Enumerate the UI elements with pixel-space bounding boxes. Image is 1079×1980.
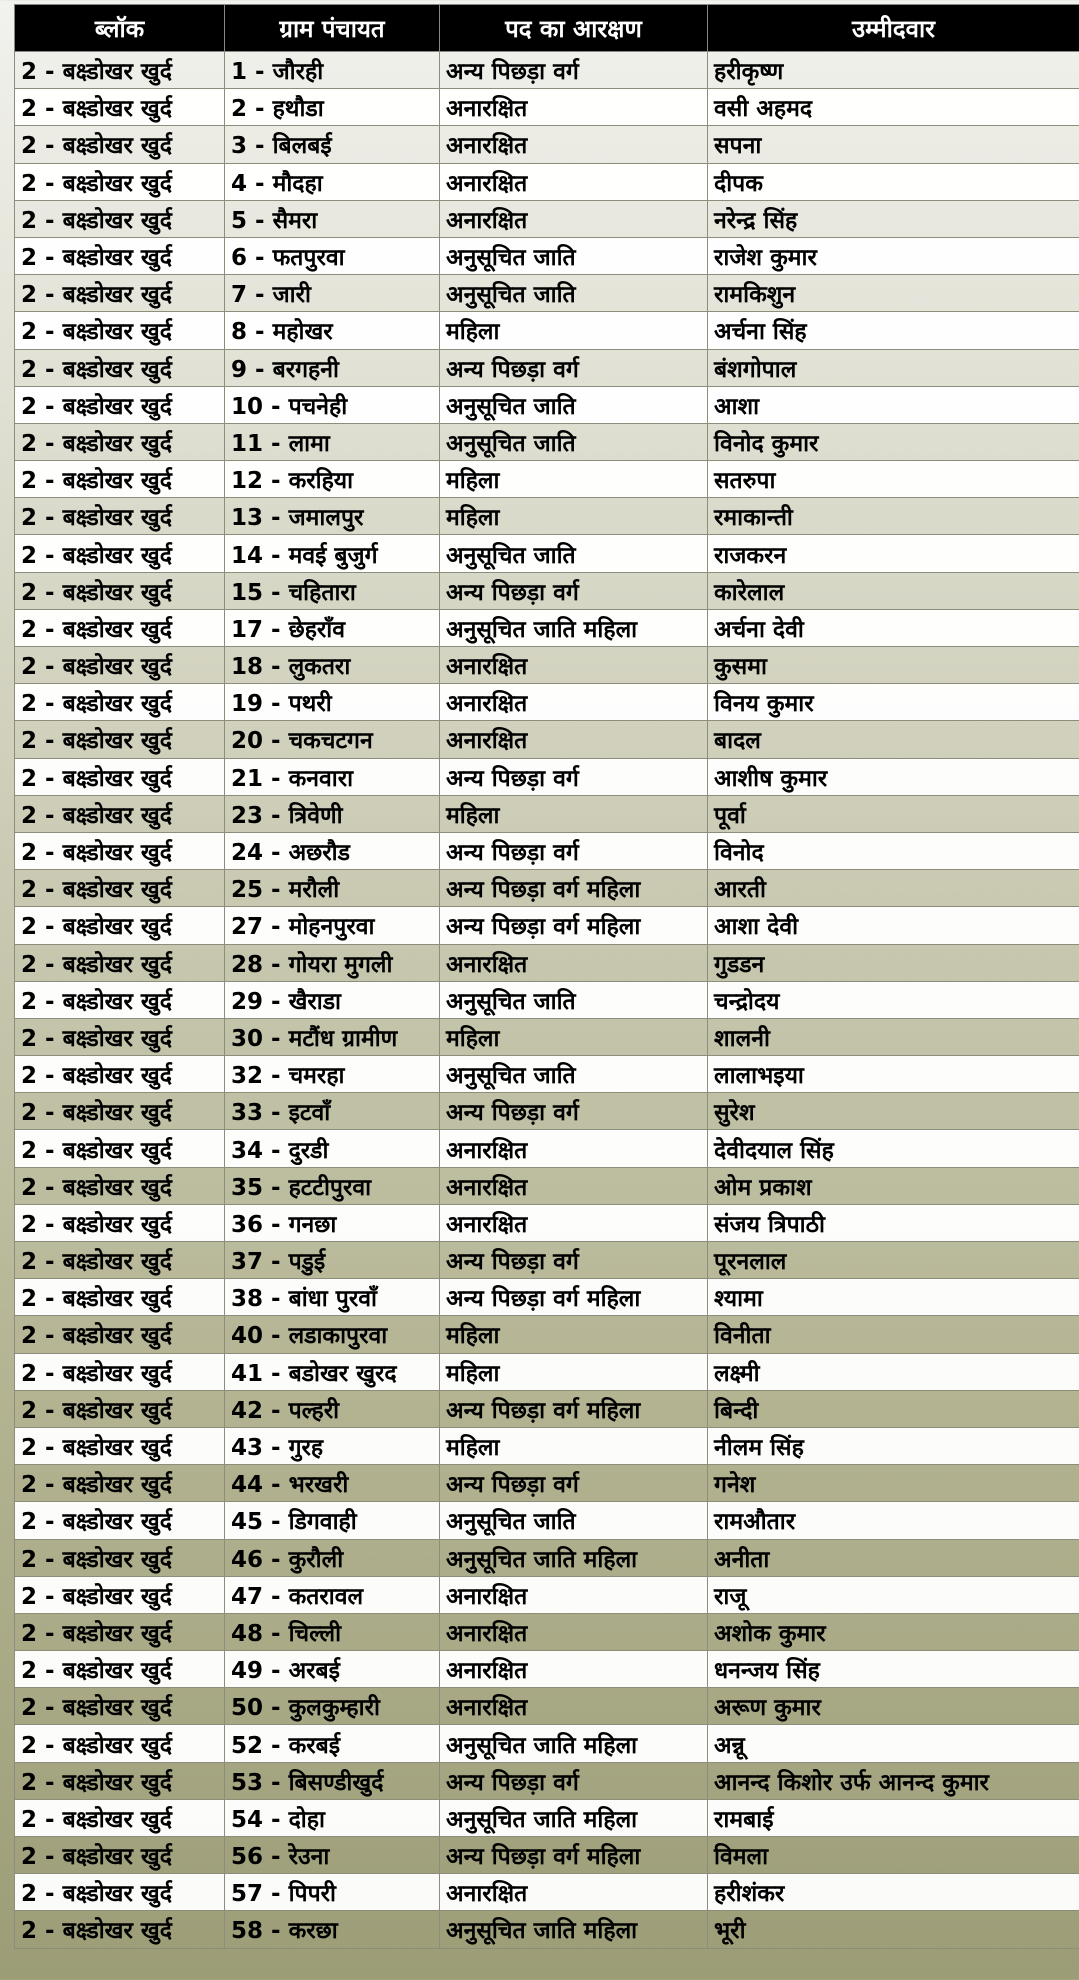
cell-reservation: अन्य पिछड़ा वर्ग xyxy=(440,1762,708,1799)
cell-candidate: लक्ष्मी xyxy=(708,1353,1079,1390)
cell-block: 2 - बक्ष्डोखर खुर्द xyxy=(15,1874,225,1911)
header-block: ब्लॉक xyxy=(15,5,225,52)
cell-block: 2 - बक्ष्डोखर खुर्द xyxy=(15,349,225,386)
cell-reservation: अनुसूचित जाति xyxy=(440,981,708,1018)
cell-gram-panchayat: 52 - करबई xyxy=(225,1725,440,1762)
cell-block: 2 - बक्ष्डोखर खुर्द xyxy=(15,1613,225,1650)
cell-gram-panchayat: 10 - पचनेही xyxy=(225,386,440,423)
cell-block: 2 - बक्ष्डोखर खुर्द xyxy=(15,1539,225,1576)
cell-block: 2 - बक्ष्डोखर खुर्द xyxy=(15,1279,225,1316)
cell-block: 2 - बक्ष्डोखर खुर्द xyxy=(15,1316,225,1353)
cell-gram-panchayat: 38 - बांधा पुरवाँ xyxy=(225,1279,440,1316)
cell-gram-panchayat: 44 - भरखरी xyxy=(225,1465,440,1502)
table-row xyxy=(15,1799,1079,1836)
cell-candidate: नरेन्द्र सिंह xyxy=(708,200,1079,237)
table-row xyxy=(15,1242,1079,1279)
cell-block: 2 - बक्ष्डोखर खुर्द xyxy=(15,237,225,274)
table-row xyxy=(15,461,1079,498)
table-row xyxy=(15,1911,1079,1948)
cell-gram-panchayat: 18 - लुकतरा xyxy=(225,647,440,684)
cell-candidate: राजू xyxy=(708,1576,1079,1613)
cell-reservation: अन्य पिछड़ा वर्ग महिला xyxy=(440,870,708,907)
cell-candidate: विनीता xyxy=(708,1316,1079,1353)
cell-reservation: अन्य पिछड़ा वर्ग xyxy=(440,1465,708,1502)
cell-candidate: आशा xyxy=(708,386,1079,423)
table-row xyxy=(15,1874,1079,1911)
cell-reservation: अन्य पिछड़ा वर्ग xyxy=(440,349,708,386)
cell-candidate: रामऔतार xyxy=(708,1502,1079,1539)
cell-block: 2 - बक्ष्डोखर खुर्द xyxy=(15,1056,225,1093)
table-row xyxy=(15,1502,1079,1539)
candidate-table xyxy=(14,4,1079,1949)
table-row xyxy=(15,647,1079,684)
cell-reservation: अन्य पिछड़ा वर्ग xyxy=(440,758,708,795)
cell-gram-panchayat: 17 - छेहराँव xyxy=(225,609,440,646)
cell-reservation: अनुसूचित जाति महिला xyxy=(440,609,708,646)
cell-block: 2 - बक्ष्डोखर खुर्द xyxy=(15,498,225,535)
cell-candidate: रामबाई xyxy=(708,1799,1079,1836)
cell-block: 2 - बक्ष्डोखर खुर्द xyxy=(15,89,225,126)
cell-candidate: सुरेश xyxy=(708,1093,1079,1130)
cell-block: 2 - बक्ष्डोखर खुर्द xyxy=(15,1465,225,1502)
cell-gram-panchayat: 7 - जारी xyxy=(225,275,440,312)
cell-block: 2 - बक्ष्डोखर खुर्द xyxy=(15,1837,225,1874)
cell-candidate: अशोक कुमार xyxy=(708,1613,1079,1650)
cell-candidate: हरीकृष्ण xyxy=(708,52,1079,89)
cell-candidate: ओम प्रकाश xyxy=(708,1167,1079,1204)
table-row xyxy=(15,870,1079,907)
cell-block: 2 - बक्ष्डोखर खुर्द xyxy=(15,1204,225,1241)
table-row xyxy=(15,349,1079,386)
cell-candidate: आनन्द किशोर उर्फ आनन्द कुमार xyxy=(708,1762,1079,1799)
header-row xyxy=(15,5,1079,52)
table-row xyxy=(15,1167,1079,1204)
table-row xyxy=(15,758,1079,795)
cell-block: 2 - बक्ष्डोखर खुर्द xyxy=(15,535,225,572)
cell-reservation: अनारक्षित xyxy=(440,944,708,981)
cell-block: 2 - बक्ष्डोखर खुर्द xyxy=(15,126,225,163)
cell-candidate: शालनी xyxy=(708,1018,1079,1055)
cell-candidate: दीपक xyxy=(708,163,1079,200)
table-row xyxy=(15,498,1079,535)
table-row xyxy=(15,200,1079,237)
header-candidate: उम्मीदवार xyxy=(708,5,1079,52)
cell-block: 2 - बक्ष्डोखर खुर्द xyxy=(15,1242,225,1279)
cell-gram-panchayat: 50 - कुलकुम्हारी xyxy=(225,1688,440,1725)
table-row xyxy=(15,1427,1079,1464)
cell-candidate: कुसमा xyxy=(708,647,1079,684)
cell-candidate: पूरनलाल xyxy=(708,1242,1079,1279)
table-row xyxy=(15,1651,1079,1688)
cell-candidate: विनय कुमार xyxy=(708,684,1079,721)
table-row xyxy=(15,721,1079,758)
cell-candidate: हरीशंकर xyxy=(708,1874,1079,1911)
cell-block: 2 - बक्ष्डोखर खुर्द xyxy=(15,1018,225,1055)
cell-reservation: अनारक्षित xyxy=(440,1613,708,1650)
cell-block: 2 - बक्ष्डोखर खुर्द xyxy=(15,684,225,721)
cell-block: 2 - बक्ष्डोखर खुर्द xyxy=(15,944,225,981)
cell-block: 2 - बक्ष्डोखर खुर्द xyxy=(15,163,225,200)
cell-reservation: अनुसूचित जाति महिला xyxy=(440,1539,708,1576)
cell-candidate: वसी अहमद xyxy=(708,89,1079,126)
table-row xyxy=(15,572,1079,609)
cell-candidate: संजय त्रिपाठी xyxy=(708,1204,1079,1241)
cell-candidate: अर्चना सिंह xyxy=(708,312,1079,349)
cell-candidate: धनन्जय सिंह xyxy=(708,1651,1079,1688)
table-row xyxy=(15,1539,1079,1576)
cell-reservation: अन्य पिछड़ा वर्ग महिला xyxy=(440,1837,708,1874)
cell-block: 2 - बक्ष्डोखर खुर्द xyxy=(15,832,225,869)
cell-reservation: अन्य पिछड़ा वर्ग xyxy=(440,52,708,89)
table-row xyxy=(15,1390,1079,1427)
header-gram-panchayat: ग्राम पंचायत xyxy=(225,5,440,52)
table-row xyxy=(15,386,1079,423)
cell-candidate: विनोद xyxy=(708,832,1079,869)
cell-reservation: अनुसूचित जाति महिला xyxy=(440,1725,708,1762)
cell-reservation: अनारक्षित xyxy=(440,89,708,126)
cell-gram-panchayat: 21 - कनवारा xyxy=(225,758,440,795)
cell-block: 2 - बक्ष्डोखर खुर्द xyxy=(15,609,225,646)
table-row xyxy=(15,1056,1079,1093)
cell-candidate: विमला xyxy=(708,1837,1079,1874)
cell-candidate: कारेलाल xyxy=(708,572,1079,609)
cell-block: 2 - बक्ष्डोखर खुर्द xyxy=(15,1390,225,1427)
cell-reservation: महिला xyxy=(440,498,708,535)
cell-reservation: अनारक्षित xyxy=(440,1204,708,1241)
cell-gram-panchayat: 45 - डिगवाही xyxy=(225,1502,440,1539)
cell-reservation: अन्य पिछड़ा वर्ग महिला xyxy=(440,1279,708,1316)
table-row xyxy=(15,237,1079,274)
cell-block: 2 - बक्ष्डोखर खुर्द xyxy=(15,1427,225,1464)
cell-block: 2 - बक्ष्डोखर खुर्द xyxy=(15,275,225,312)
cell-candidate: बंशगोपाल xyxy=(708,349,1079,386)
table-row xyxy=(15,1018,1079,1055)
cell-candidate: नीलम सिंह xyxy=(708,1427,1079,1464)
cell-candidate: पूर्वा xyxy=(708,795,1079,832)
cell-block: 2 - बक्ष्डोखर खुर्द xyxy=(15,1799,225,1836)
cell-block: 2 - बक्ष्डोखर खुर्द xyxy=(15,461,225,498)
table-row xyxy=(15,126,1079,163)
cell-reservation: महिला xyxy=(440,1353,708,1390)
cell-candidate: रामकिशुन xyxy=(708,275,1079,312)
table-row xyxy=(15,89,1079,126)
cell-block: 2 - बक्ष्डोखर खुर्द xyxy=(15,1353,225,1390)
cell-gram-panchayat: 8 - महोखर xyxy=(225,312,440,349)
table-row xyxy=(15,1613,1079,1650)
cell-gram-panchayat: 32 - चमरहा xyxy=(225,1056,440,1093)
cell-block: 2 - बक्ष्डोखर खुर्द xyxy=(15,1651,225,1688)
cell-block: 2 - बक्ष्डोखर खुर्द xyxy=(15,981,225,1018)
cell-candidate: अनीता xyxy=(708,1539,1079,1576)
cell-gram-panchayat: 35 - हटटीपुरवा xyxy=(225,1167,440,1204)
table-row xyxy=(15,423,1079,460)
cell-candidate: राजेश कुमार xyxy=(708,237,1079,274)
cell-reservation: अनारक्षित xyxy=(440,1688,708,1725)
cell-reservation: अनारक्षित xyxy=(440,721,708,758)
table-row xyxy=(15,535,1079,572)
cell-block: 2 - बक्ष्डोखर खुर्द xyxy=(15,312,225,349)
cell-gram-panchayat: 43 - गुरह xyxy=(225,1427,440,1464)
cell-gram-panchayat: 15 - चहितारा xyxy=(225,572,440,609)
cell-gram-panchayat: 27 - मोहनपुरवा xyxy=(225,907,440,944)
cell-gram-panchayat: 2 - हथौडा xyxy=(225,89,440,126)
cell-reservation: अनुसूचित जाति महिला xyxy=(440,1911,708,1948)
cell-reservation: अनारक्षित xyxy=(440,647,708,684)
table-row xyxy=(15,1688,1079,1725)
cell-gram-panchayat: 47 - कतरावल xyxy=(225,1576,440,1613)
table-row xyxy=(15,1353,1079,1390)
cell-block: 2 - बक्ष्डोखर खुर्द xyxy=(15,1688,225,1725)
cell-reservation: अन्य पिछड़ा वर्ग xyxy=(440,1093,708,1130)
cell-reservation: अनुसूचित जाति xyxy=(440,386,708,423)
cell-reservation: अनारक्षित xyxy=(440,200,708,237)
cell-gram-panchayat: 49 - अरबई xyxy=(225,1651,440,1688)
cell-gram-panchayat: 28 - गोयरा मुगली xyxy=(225,944,440,981)
cell-candidate: आरती xyxy=(708,870,1079,907)
cell-reservation: अन्य पिछड़ा वर्ग xyxy=(440,1242,708,1279)
cell-reservation: महिला xyxy=(440,1018,708,1055)
table-row xyxy=(15,609,1079,646)
cell-gram-panchayat: 1 - जौरही xyxy=(225,52,440,89)
table-row xyxy=(15,832,1079,869)
cell-gram-panchayat: 57 - पिपरी xyxy=(225,1874,440,1911)
cell-candidate: देवीदयाल सिंह xyxy=(708,1130,1079,1167)
cell-gram-panchayat: 11 - लामा xyxy=(225,423,440,460)
cell-block: 2 - बक्ष्डोखर खुर्द xyxy=(15,386,225,423)
table-row xyxy=(15,52,1079,89)
cell-reservation: अनुसूचित जाति महिला xyxy=(440,1799,708,1836)
cell-block: 2 - बक्ष्डोखर खुर्द xyxy=(15,1130,225,1167)
cell-block: 2 - बक्ष्डोखर खुर्द xyxy=(15,200,225,237)
cell-reservation: अनारक्षित xyxy=(440,1576,708,1613)
cell-candidate: रमाकान्ती xyxy=(708,498,1079,535)
cell-reservation: महिला xyxy=(440,795,708,832)
cell-block: 2 - बक्ष्डोखर खुर्द xyxy=(15,1725,225,1762)
table-row xyxy=(15,275,1079,312)
cell-reservation: अन्य पिछड़ा वर्ग xyxy=(440,572,708,609)
cell-gram-panchayat: 5 - सैमरा xyxy=(225,200,440,237)
cell-candidate: श्यामा xyxy=(708,1279,1079,1316)
cell-block: 2 - बक्ष्डोखर खुर्द xyxy=(15,1576,225,1613)
cell-gram-panchayat: 6 - फतपुरवा xyxy=(225,237,440,274)
cell-reservation: महिला xyxy=(440,1316,708,1353)
table-row xyxy=(15,795,1079,832)
cell-block: 2 - बक्ष्डोखर खुर्द xyxy=(15,1167,225,1204)
cell-block: 2 - बक्ष्डोखर खुर्द xyxy=(15,721,225,758)
cell-candidate: गनेश xyxy=(708,1465,1079,1502)
cell-reservation: अनुसूचित जाति xyxy=(440,423,708,460)
cell-gram-panchayat: 58 - करछा xyxy=(225,1911,440,1948)
cell-gram-panchayat: 41 - बडोखर खुरद xyxy=(225,1353,440,1390)
cell-reservation: अन्य पिछड़ा वर्ग महिला xyxy=(440,1390,708,1427)
cell-gram-panchayat: 42 - पल्हरी xyxy=(225,1390,440,1427)
cell-block: 2 - बक्ष्डोखर खुर्द xyxy=(15,795,225,832)
cell-candidate: विनोद कुमार xyxy=(708,423,1079,460)
cell-reservation: अनारक्षित xyxy=(440,684,708,721)
cell-reservation: अनारक्षित xyxy=(440,126,708,163)
cell-candidate: बिन्दी xyxy=(708,1390,1079,1427)
cell-gram-panchayat: 37 - पडुई xyxy=(225,1242,440,1279)
table-row xyxy=(15,907,1079,944)
table-row xyxy=(15,163,1079,200)
cell-reservation: अनुसूचित जाति xyxy=(440,275,708,312)
cell-block: 2 - बक्ष्डोखर खुर्द xyxy=(15,1093,225,1130)
cell-gram-panchayat: 29 - खैराडा xyxy=(225,981,440,1018)
cell-reservation: अनारक्षित xyxy=(440,163,708,200)
table-row xyxy=(15,312,1079,349)
cell-reservation: अनुसूचित जाति xyxy=(440,535,708,572)
cell-gram-panchayat: 54 - दोहा xyxy=(225,1799,440,1836)
cell-candidate: सतरुपा xyxy=(708,461,1079,498)
cell-gram-panchayat: 14 - मवई बुजुर्ग xyxy=(225,535,440,572)
cell-reservation: महिला xyxy=(440,312,708,349)
cell-block: 2 - बक्ष्डोखर खुर्द xyxy=(15,1502,225,1539)
cell-gram-panchayat: 24 - अछरौड xyxy=(225,832,440,869)
cell-gram-panchayat: 9 - बरगहनी xyxy=(225,349,440,386)
table-row xyxy=(15,1725,1079,1762)
cell-gram-panchayat: 48 - चिल्ली xyxy=(225,1613,440,1650)
cell-block: 2 - बक्ष्डोखर खुर्द xyxy=(15,423,225,460)
cell-candidate: बादल xyxy=(708,721,1079,758)
cell-reservation: अनारक्षित xyxy=(440,1651,708,1688)
cell-candidate: गुडडन xyxy=(708,944,1079,981)
cell-reservation: महिला xyxy=(440,461,708,498)
cell-block: 2 - बक्ष्डोखर खुर्द xyxy=(15,907,225,944)
cell-gram-panchayat: 56 - रेउना xyxy=(225,1837,440,1874)
table-row xyxy=(15,684,1079,721)
cell-reservation: महिला xyxy=(440,1427,708,1464)
cell-candidate: सपना xyxy=(708,126,1079,163)
header-reservation: पद का आरक्षण xyxy=(440,5,708,52)
table-row xyxy=(15,1316,1079,1353)
table-row xyxy=(15,1279,1079,1316)
table-row xyxy=(15,1576,1079,1613)
cell-candidate: राजकरन xyxy=(708,535,1079,572)
cell-gram-panchayat: 46 - कुरौली xyxy=(225,1539,440,1576)
cell-candidate: चन्द्रोदय xyxy=(708,981,1079,1018)
cell-candidate: अन्नू xyxy=(708,1725,1079,1762)
table-row xyxy=(15,981,1079,1018)
cell-candidate: भूरी xyxy=(708,1911,1079,1948)
cell-candidate: लालाभइया xyxy=(708,1056,1079,1093)
cell-block: 2 - बक्ष्डोखर खुर्द xyxy=(15,758,225,795)
cell-gram-panchayat: 53 - बिसण्डीखुर्द xyxy=(225,1762,440,1799)
cell-gram-panchayat: 12 - करहिया xyxy=(225,461,440,498)
cell-gram-panchayat: 20 - चकचटगन xyxy=(225,721,440,758)
cell-gram-panchayat: 33 - इटवाँ xyxy=(225,1093,440,1130)
cell-reservation: अनारक्षित xyxy=(440,1167,708,1204)
cell-candidate: आशीष कुमार xyxy=(708,758,1079,795)
cell-gram-panchayat: 19 - पथरी xyxy=(225,684,440,721)
cell-gram-panchayat: 4 - मौदहा xyxy=(225,163,440,200)
table-row xyxy=(15,1837,1079,1874)
cell-gram-panchayat: 40 - लडाकापुरवा xyxy=(225,1316,440,1353)
cell-block: 2 - बक्ष्डोखर खुर्द xyxy=(15,647,225,684)
cell-gram-panchayat: 36 - गनछा xyxy=(225,1204,440,1241)
cell-candidate: आशा देवी xyxy=(708,907,1079,944)
cell-reservation: अनारक्षित xyxy=(440,1874,708,1911)
cell-reservation: अनारक्षित xyxy=(440,1130,708,1167)
cell-reservation: अन्य पिछड़ा वर्ग महिला xyxy=(440,907,708,944)
cell-reservation: अनुसूचित जाति xyxy=(440,237,708,274)
cell-gram-panchayat: 13 - जमालपुर xyxy=(225,498,440,535)
cell-gram-panchayat: 23 - त्रिवेणी xyxy=(225,795,440,832)
table-row xyxy=(15,1465,1079,1502)
cell-block: 2 - बक्ष्डोखर खुर्द xyxy=(15,1762,225,1799)
table-row xyxy=(15,1093,1079,1130)
cell-candidate: अर्चना देवी xyxy=(708,609,1079,646)
cell-block: 2 - बक्ष्डोखर खुर्द xyxy=(15,870,225,907)
cell-block: 2 - बक्ष्डोखर खुर्द xyxy=(15,1911,225,1948)
cell-block: 2 - बक्ष्डोखर खुर्द xyxy=(15,572,225,609)
cell-reservation: अन्य पिछड़ा वर्ग xyxy=(440,832,708,869)
table-body xyxy=(15,52,1079,1949)
table-row xyxy=(15,1204,1079,1241)
cell-gram-panchayat: 3 - बिलबई xyxy=(225,126,440,163)
cell-block: 2 - बक्ष्डोखर खुर्द xyxy=(15,52,225,89)
cell-gram-panchayat: 25 - मरौली xyxy=(225,870,440,907)
cell-reservation: अनुसूचित जाति xyxy=(440,1056,708,1093)
cell-candidate: अरूण कुमार xyxy=(708,1688,1079,1725)
cell-reservation: अनुसूचित जाति xyxy=(440,1502,708,1539)
table-row xyxy=(15,1130,1079,1167)
table-row xyxy=(15,1762,1079,1799)
cell-gram-panchayat: 30 - मटौंध ग्रामीण xyxy=(225,1018,440,1055)
table-row xyxy=(15,944,1079,981)
cell-gram-panchayat: 34 - दुरडी xyxy=(225,1130,440,1167)
